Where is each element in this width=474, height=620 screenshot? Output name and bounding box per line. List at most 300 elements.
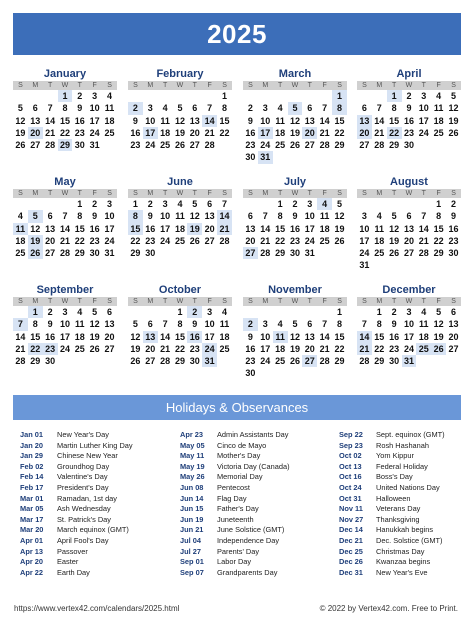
day-cell: 11 [275, 115, 285, 126]
day-cell: 29 [30, 356, 41, 367]
day-cell: 17 [260, 343, 271, 354]
weekday-header: W [173, 81, 188, 90]
day-cell: 16 [145, 223, 156, 234]
day-cell: 28 [219, 235, 230, 246]
empty-cell [431, 139, 446, 151]
empty-cell [128, 306, 143, 318]
day-cell: 6 [147, 319, 153, 330]
empty-cell [72, 355, 87, 367]
weekday-header: W [58, 189, 73, 198]
weekday-header: T [187, 81, 202, 90]
day-cell: 20 [302, 127, 317, 139]
day-cell: 27 [403, 248, 414, 259]
day-cell: 3 [307, 199, 313, 209]
weekday-header: S [102, 297, 117, 306]
weekday-header: T [72, 189, 87, 198]
day-cell: 9 [292, 211, 298, 222]
holiday-date: Jun 08 [180, 482, 204, 492]
day-cell: 22 [130, 235, 141, 246]
day-cell: 11 [319, 211, 330, 222]
weekday-header: M [258, 189, 273, 198]
weekday-header: T [43, 297, 58, 306]
day-cell: 5 [436, 307, 442, 317]
holiday-date: May 05 [180, 440, 205, 450]
empty-cell [13, 90, 28, 102]
empty-cell [357, 90, 372, 102]
day-cell: 14 [15, 331, 26, 342]
holiday-name: Yom Kippur [376, 451, 414, 461]
day-cell: 13 [204, 211, 215, 222]
day-cell: 26 [130, 356, 141, 367]
month-name: July [283, 176, 306, 188]
day-cell: 12 [433, 319, 444, 330]
day-cell: 29 [58, 139, 73, 151]
holidays-column [20, 430, 133, 578]
day-cell: 19 [89, 331, 100, 342]
holiday-name: June Solstice (GMT) [217, 525, 285, 535]
day-cell: 6 [406, 211, 412, 222]
weekday-header: M [258, 81, 273, 90]
empty-cell [387, 367, 402, 379]
month-september [13, 284, 117, 380]
day-cell: 26 [28, 247, 43, 259]
day-cell: 30 [389, 356, 400, 367]
holidays-header [13, 395, 461, 420]
empty-cell [102, 139, 117, 151]
day-cell: 13 [30, 115, 41, 126]
day-cell: 28 [359, 356, 370, 367]
day-cell: 12 [289, 331, 300, 342]
empty-cell [258, 259, 273, 271]
holiday-name: Kwanzaa begins [376, 557, 431, 567]
empty-cell [243, 198, 258, 210]
month-july [243, 176, 347, 272]
day-cell: 26 [334, 235, 345, 246]
empty-cell [87, 151, 102, 163]
day-cell: 8 [177, 319, 183, 330]
holiday-name: Grandparents Day [217, 567, 278, 577]
empty-cell [416, 151, 431, 163]
holiday-name: New Year's Eve [376, 567, 428, 577]
footer-copyright: © 2022 by Vertex42.com. Free to Print. [319, 604, 458, 613]
day-cell: 10 [59, 319, 70, 330]
empty-cell [58, 198, 73, 210]
day-cell: 9 [47, 319, 53, 330]
holiday-name: Rosh Hashanah [376, 440, 430, 450]
month-name: August [390, 176, 428, 188]
weekday-header: T [187, 297, 202, 306]
day-cell: 2 [451, 199, 457, 209]
empty-cell [288, 259, 303, 271]
holiday-item [20, 430, 133, 441]
empty-cell [372, 90, 387, 102]
empty-cell [13, 151, 28, 163]
holiday-item [20, 494, 133, 505]
day-cell: 9 [92, 211, 98, 222]
day-cell: 6 [361, 103, 367, 114]
day-cell: 5 [28, 210, 43, 222]
empty-cell [13, 259, 28, 271]
empty-cell [58, 367, 73, 379]
day-cell: 11 [175, 211, 185, 222]
day-cell: 21 [357, 343, 372, 355]
holiday-item [180, 536, 290, 547]
day-cell: 27 [204, 235, 215, 246]
day-cell: 4 [277, 103, 283, 114]
day-cell: 11 [219, 319, 230, 330]
day-cell: 1 [177, 307, 183, 317]
holiday-item [339, 472, 445, 483]
day-cell: 18 [418, 331, 429, 342]
day-cell: 3 [107, 199, 113, 209]
holiday-name: Earth Day [57, 567, 90, 577]
day-cell: 29 [174, 356, 185, 367]
day-cell: 1 [277, 199, 283, 209]
day-cell: 31 [89, 140, 100, 151]
holiday-item [339, 430, 445, 441]
day-cell: 21 [217, 223, 232, 235]
day-cell: 6 [307, 103, 313, 114]
weekday-header: T [387, 297, 402, 306]
day-cell: 27 [30, 140, 41, 151]
day-cell: 22 [334, 127, 345, 138]
day-cell: 1 [58, 90, 73, 102]
empty-cell [187, 367, 202, 379]
weekday-header: T [187, 189, 202, 198]
day-cell: 18 [104, 115, 115, 126]
holiday-name: Thanksgiving [376, 514, 420, 524]
weekday-header: S [332, 81, 347, 90]
empty-cell [202, 367, 217, 379]
weekday-header: F [317, 297, 332, 306]
empty-cell [217, 139, 232, 151]
holiday-item [339, 515, 445, 526]
empty-cell [416, 198, 431, 210]
day-cell: 31 [202, 355, 217, 367]
holiday-item [339, 504, 445, 515]
day-cell: 20 [28, 127, 43, 139]
day-cell: 25 [219, 343, 230, 354]
day-cell: 10 [304, 211, 315, 222]
day-cell: 8 [222, 103, 228, 114]
day-cell: 16 [74, 115, 85, 126]
empty-cell [217, 355, 232, 367]
empty-cell [431, 355, 446, 367]
empty-cell [217, 247, 232, 259]
empty-cell [158, 151, 173, 163]
month-name: December [382, 284, 436, 296]
footer-url[interactable]: https://www.vertex42.com/calendars/2025.html [14, 604, 180, 613]
day-cell: 17 [418, 115, 429, 126]
empty-cell [217, 151, 232, 163]
day-cell: 10 [418, 103, 429, 114]
day-cell: 3 [406, 307, 412, 317]
day-cell: 29 [334, 356, 345, 367]
day-cell: 12 [30, 223, 41, 234]
day-cell: 26 [15, 140, 26, 151]
day-cell: 5 [92, 307, 98, 317]
month-august [357, 176, 461, 272]
day-cell: 8 [77, 211, 83, 222]
day-cell: 12 [174, 115, 185, 126]
holiday-name: Halloween [376, 493, 411, 503]
day-cell: 14 [357, 331, 372, 343]
empty-cell [28, 151, 43, 163]
weekday-header: W [402, 81, 417, 90]
day-cell: 2 [292, 199, 298, 209]
holiday-name: New Year's Day [57, 430, 109, 439]
day-cell: 19 [433, 331, 444, 342]
day-cell: 19 [28, 235, 43, 247]
weekday-header: F [317, 81, 332, 90]
day-cell: 23 [389, 343, 400, 354]
day-cell: 19 [15, 127, 26, 138]
month-name: January [43, 68, 87, 80]
holiday-item [20, 462, 133, 473]
holiday-date: Jun 14 [180, 493, 204, 503]
holiday-name: St. Patrick's Day [57, 514, 111, 524]
day-cell: 25 [160, 140, 171, 151]
day-cell: 23 [448, 235, 459, 246]
day-cell: 12 [130, 331, 141, 342]
holiday-item [180, 515, 290, 526]
weekday-header: T [416, 189, 431, 198]
holiday-date: Sep 01 [180, 557, 204, 567]
day-cell: 19 [130, 343, 141, 354]
day-cell: 5 [132, 319, 138, 330]
holiday-name: Ramadan, 1st day [57, 493, 117, 503]
day-cell: 5 [292, 319, 298, 330]
day-cell: 28 [374, 140, 385, 151]
day-cell: 2 [77, 91, 83, 101]
empty-cell [332, 151, 347, 163]
empty-cell [302, 151, 317, 163]
holiday-name: Independence Day [217, 535, 280, 545]
day-cell: 10 [260, 115, 271, 126]
holiday-name: Veterans Day [376, 504, 421, 514]
day-cell: 24 [160, 235, 171, 246]
weekday-header: T [273, 297, 288, 306]
day-cell: 17 [359, 235, 370, 246]
day-cell: 15 [275, 223, 286, 234]
day-cell: 16 [187, 331, 202, 343]
empty-cell [58, 355, 73, 367]
empty-cell [158, 367, 173, 379]
empty-cell [72, 367, 87, 379]
day-cell: 15 [59, 115, 70, 126]
weekday-header: F [202, 189, 217, 198]
day-cell: 28 [15, 356, 26, 367]
weekday-header: F [431, 189, 446, 198]
empty-cell [13, 198, 28, 210]
day-cell: 26 [174, 140, 185, 151]
day-cell: 3 [162, 199, 168, 209]
empty-cell [402, 151, 417, 163]
day-cell: 6 [47, 211, 53, 222]
empty-cell [372, 198, 387, 210]
holiday-name: Dec. Solstice (GMT) [376, 535, 443, 545]
day-cell: 17 [104, 223, 115, 234]
day-cell: 2 [406, 91, 412, 101]
holiday-date: Jun 15 [180, 504, 204, 514]
month-name: February [156, 68, 204, 80]
day-cell: 13 [304, 331, 315, 342]
empty-cell [87, 367, 102, 379]
weekday-header: W [173, 297, 188, 306]
weekday-header: S [446, 189, 461, 198]
empty-cell [13, 306, 28, 318]
weekday-header: W [288, 297, 303, 306]
day-cell: 18 [160, 127, 171, 138]
day-cell: 30 [245, 152, 256, 163]
day-cell: 10 [403, 319, 414, 330]
day-cell: 23 [89, 235, 100, 246]
holiday-date: May 11 [180, 451, 205, 461]
empty-cell [43, 259, 58, 271]
day-cell: 16 [89, 223, 100, 234]
day-cell: 25 [416, 343, 431, 355]
day-cell: 24 [359, 248, 370, 259]
empty-cell [187, 151, 202, 163]
holiday-name: Pentecost [217, 482, 250, 492]
day-cell: 24 [59, 343, 70, 354]
day-cell: 21 [15, 343, 26, 354]
day-cell: 16 [289, 223, 300, 234]
day-cell: 14 [45, 115, 56, 126]
day-cell: 15 [128, 223, 143, 235]
day-cell: 14 [374, 115, 385, 126]
empty-cell [288, 306, 303, 318]
holiday-date: May 26 [180, 472, 205, 482]
day-cell: 24 [260, 356, 271, 367]
day-cell: 20 [45, 235, 56, 246]
day-cell: 18 [219, 331, 230, 342]
holiday-date: Oct 13 [339, 461, 362, 471]
empty-cell [143, 151, 158, 163]
day-cell: 27 [304, 140, 315, 151]
day-cell: 15 [74, 223, 85, 234]
weekday-header: T [302, 189, 317, 198]
holiday-date: Oct 16 [339, 472, 362, 482]
weekday-header: T [43, 189, 58, 198]
month-name: September [36, 284, 94, 296]
day-cell: 4 [317, 198, 332, 210]
day-cell: 17 [204, 331, 215, 342]
weekday-header: T [387, 189, 402, 198]
weekday-header: S [243, 81, 258, 90]
weekday-header: S [332, 297, 347, 306]
weekday-header: T [416, 297, 431, 306]
weekday-header: T [387, 81, 402, 90]
day-cell: 28 [160, 356, 171, 367]
empty-cell [416, 259, 431, 271]
empty-cell [128, 367, 143, 379]
day-cell: 16 [245, 127, 256, 138]
empty-cell [217, 367, 232, 379]
holiday-item [339, 536, 445, 547]
holiday-name: Father's Day [217, 504, 259, 514]
day-cell: 27 [359, 140, 370, 151]
day-cell: 7 [13, 318, 28, 330]
empty-cell [173, 367, 188, 379]
holiday-item [20, 568, 133, 579]
day-cell: 8 [337, 319, 343, 330]
day-cell: 31 [359, 260, 370, 271]
day-cell: 6 [451, 307, 457, 317]
empty-cell [43, 367, 58, 379]
day-cell: 21 [45, 127, 56, 138]
empty-cell [187, 90, 202, 102]
day-cell: 9 [77, 103, 83, 114]
holiday-name: Federal Holiday [376, 461, 428, 471]
weekday-header: S [217, 297, 232, 306]
empty-cell [128, 90, 143, 102]
holiday-item [339, 568, 445, 579]
holiday-name: Easter [57, 557, 79, 567]
day-cell: 27 [243, 247, 258, 259]
day-cell: 6 [192, 103, 198, 114]
empty-cell [158, 306, 173, 318]
day-cell: 3 [147, 103, 153, 114]
holiday-date: Jul 04 [180, 535, 201, 545]
day-cell: 23 [145, 235, 156, 246]
weekday-header: M [372, 81, 387, 90]
day-cell: 24 [89, 127, 100, 138]
month-november [243, 284, 347, 380]
day-cell: 18 [275, 127, 286, 138]
holiday-item [180, 547, 290, 558]
day-cell: 23 [289, 235, 300, 246]
day-cell: 2 [247, 103, 253, 114]
holiday-name: Admin Assistants Day [217, 430, 289, 439]
holiday-item [20, 504, 133, 515]
holiday-name: Hanukkah begins [376, 525, 434, 535]
day-cell: 30 [45, 356, 56, 367]
day-cell: 30 [448, 248, 459, 259]
day-cell: 5 [17, 103, 23, 114]
empty-cell [446, 355, 461, 367]
day-cell: 22 [374, 343, 385, 354]
day-cell: 28 [260, 248, 271, 259]
day-cell: 2 [187, 306, 202, 318]
empty-cell [202, 151, 217, 163]
day-cell: 5 [337, 199, 343, 209]
empty-cell [158, 247, 173, 259]
day-cell: 9 [147, 211, 153, 222]
holiday-item [180, 504, 290, 515]
day-cell: 1 [436, 199, 442, 209]
day-cell: 29 [334, 140, 345, 151]
day-cell: 22 [59, 127, 70, 138]
holiday-item [20, 483, 133, 494]
empty-cell [158, 259, 173, 271]
weekday-header: M [258, 297, 273, 306]
holiday-item [339, 557, 445, 568]
day-cell: 9 [406, 103, 412, 114]
day-cell: 3 [262, 319, 268, 330]
day-cell: 3 [361, 211, 367, 222]
holiday-date: Apr 13 [20, 546, 44, 556]
day-cell: 1 [332, 90, 347, 102]
weekday-header: T [416, 81, 431, 90]
holiday-date: Feb 02 [20, 461, 44, 471]
day-cell: 25 [433, 127, 444, 138]
day-cell: 22 [387, 127, 402, 139]
holiday-name: Flag Day [217, 493, 247, 503]
weekday-header: T [72, 81, 87, 90]
day-cell: 6 [107, 307, 113, 317]
day-cell: 17 [403, 331, 414, 342]
